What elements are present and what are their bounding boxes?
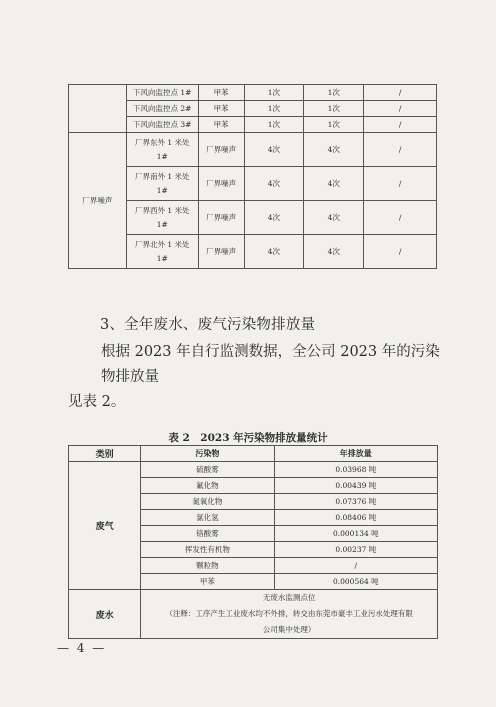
table-cell-item: 厂界噪声 xyxy=(198,235,244,269)
monitoring-table xyxy=(68,84,437,269)
table-cell-freq: 4次 xyxy=(304,235,364,269)
table-cell-pollutant: 甲苯 xyxy=(141,574,274,590)
table-cell-freq: 1次 xyxy=(304,101,364,117)
header-pollutant: 污染物 xyxy=(141,446,274,462)
table-cell-category: 废气 xyxy=(69,462,141,590)
table-cell-freq: 4次 xyxy=(244,133,304,167)
table-cell-point xyxy=(126,167,198,201)
table-cell-freq: 4次 xyxy=(304,133,364,167)
table-cell-freq: 1次 xyxy=(304,117,364,133)
table-cell-point xyxy=(126,133,198,167)
table-cell-freq: 4次 xyxy=(244,235,304,269)
table-cell-pollutant: 挥发性有机物 xyxy=(141,542,274,558)
paragraph-line: 见表 2。 xyxy=(68,394,126,410)
point-line: 厂界西外 1 米处 xyxy=(134,205,190,215)
table-cell-emission: / xyxy=(274,558,437,574)
table-cell-remark: / xyxy=(364,133,437,167)
table-header-row xyxy=(69,446,438,462)
table-row xyxy=(69,590,438,639)
table-cell-freq: 1次 xyxy=(244,85,304,101)
header-emission: 年排放量 xyxy=(274,446,437,462)
table-cell-point xyxy=(126,235,198,269)
point-line: 1# xyxy=(156,253,168,263)
table-cell-item: 厂界噪声 xyxy=(198,133,244,167)
table-caption: 表 2 2023 年污染物排放量统计 xyxy=(168,432,328,444)
table-cell-emission: 0.00237 吨 xyxy=(274,542,437,558)
body-paragraph xyxy=(68,340,440,415)
table-cell-remark: / xyxy=(364,235,437,269)
point-line: 1# xyxy=(156,151,168,161)
table-cell-category: 厂界噪声 xyxy=(69,133,127,269)
table-cell-freq: 1次 xyxy=(304,85,364,101)
table-cell-point: 下风向监控点 1# xyxy=(126,85,198,101)
point-line: 1# xyxy=(156,219,168,229)
note-line: （注释：工序产生工业废水均不外排，转交由东莞市豪丰工业污水处理有限 xyxy=(165,609,413,618)
table-cell-remark: / xyxy=(364,167,437,201)
section-heading: 3、全年废水、废气污染物排放量 xyxy=(100,317,316,333)
table-cell-item: 厂界噪声 xyxy=(198,167,244,201)
paragraph-line: 根据 2023 年自行监测数据，全公司 2023 年的污染物排放量 xyxy=(101,344,440,385)
point-line: 1# xyxy=(156,185,168,195)
table-cell-item: 甲苯 xyxy=(198,101,244,117)
header-category: 类别 xyxy=(69,446,141,462)
table-cell-freq: 1次 xyxy=(244,117,304,133)
point-line: 厂界北外 1 米处 xyxy=(134,239,190,249)
table-cell-item: 甲苯 xyxy=(198,85,244,101)
table-row xyxy=(69,85,437,101)
table-cell-category: 废水 xyxy=(69,590,141,639)
table-cell-pollutant: 铬酸雾 xyxy=(141,526,274,542)
note-line: 公司集中处理） xyxy=(262,625,316,634)
table-cell-freq: 4次 xyxy=(304,167,364,201)
table-cell-emission: 0.08406 吨 xyxy=(274,510,437,526)
table-cell-item: 厂界噪声 xyxy=(198,201,244,235)
table-cell-pollutant: 氮氧化物 xyxy=(141,494,274,510)
note-line: 无废水监测点位 xyxy=(262,593,316,602)
table-cell-emission: 0.000134 吨 xyxy=(274,526,437,542)
point-line: 厂界东外 1 米处 xyxy=(134,137,190,147)
table-cell-pollutant: 硫酸雾 xyxy=(141,462,274,478)
table-cell-remark: / xyxy=(364,101,437,117)
table-cell-pollutant: 氟化物 xyxy=(141,478,274,494)
table-cell-emission: 0.07376 吨 xyxy=(274,494,437,510)
table-cell-freq: 4次 xyxy=(304,201,364,235)
table-cell-emission: 0.03968 吨 xyxy=(274,462,437,478)
table-cell-remark: / xyxy=(364,85,437,101)
table-cell-point: 下风向监控点 2# xyxy=(126,101,198,117)
table-cell-remark: / xyxy=(364,201,437,235)
table-cell-emission: 0.000564 吨 xyxy=(274,574,437,590)
table-cell-pollutant: 氯化氢 xyxy=(141,510,274,526)
table-cell-water-note xyxy=(141,590,438,639)
table-row xyxy=(69,133,437,167)
page-number: — 4 — xyxy=(57,641,107,655)
table-cell-freq: 1次 xyxy=(244,101,304,117)
table-cell-emission: 0.00439 吨 xyxy=(274,478,437,494)
table-cell-freq: 4次 xyxy=(244,167,304,201)
table-cell-point xyxy=(126,201,198,235)
point-line: 厂界南外 1 米处 xyxy=(134,171,190,181)
table-cell-item: 甲苯 xyxy=(198,117,244,133)
table-cell-category-empty xyxy=(69,85,127,133)
table-cell-pollutant: 颗粒物 xyxy=(141,558,274,574)
table-row xyxy=(69,462,438,478)
emission-table xyxy=(68,445,438,639)
table-cell-remark: / xyxy=(364,117,437,133)
table-cell-point: 下风向监控点 3# xyxy=(126,117,198,133)
table-cell-freq: 4次 xyxy=(244,201,304,235)
